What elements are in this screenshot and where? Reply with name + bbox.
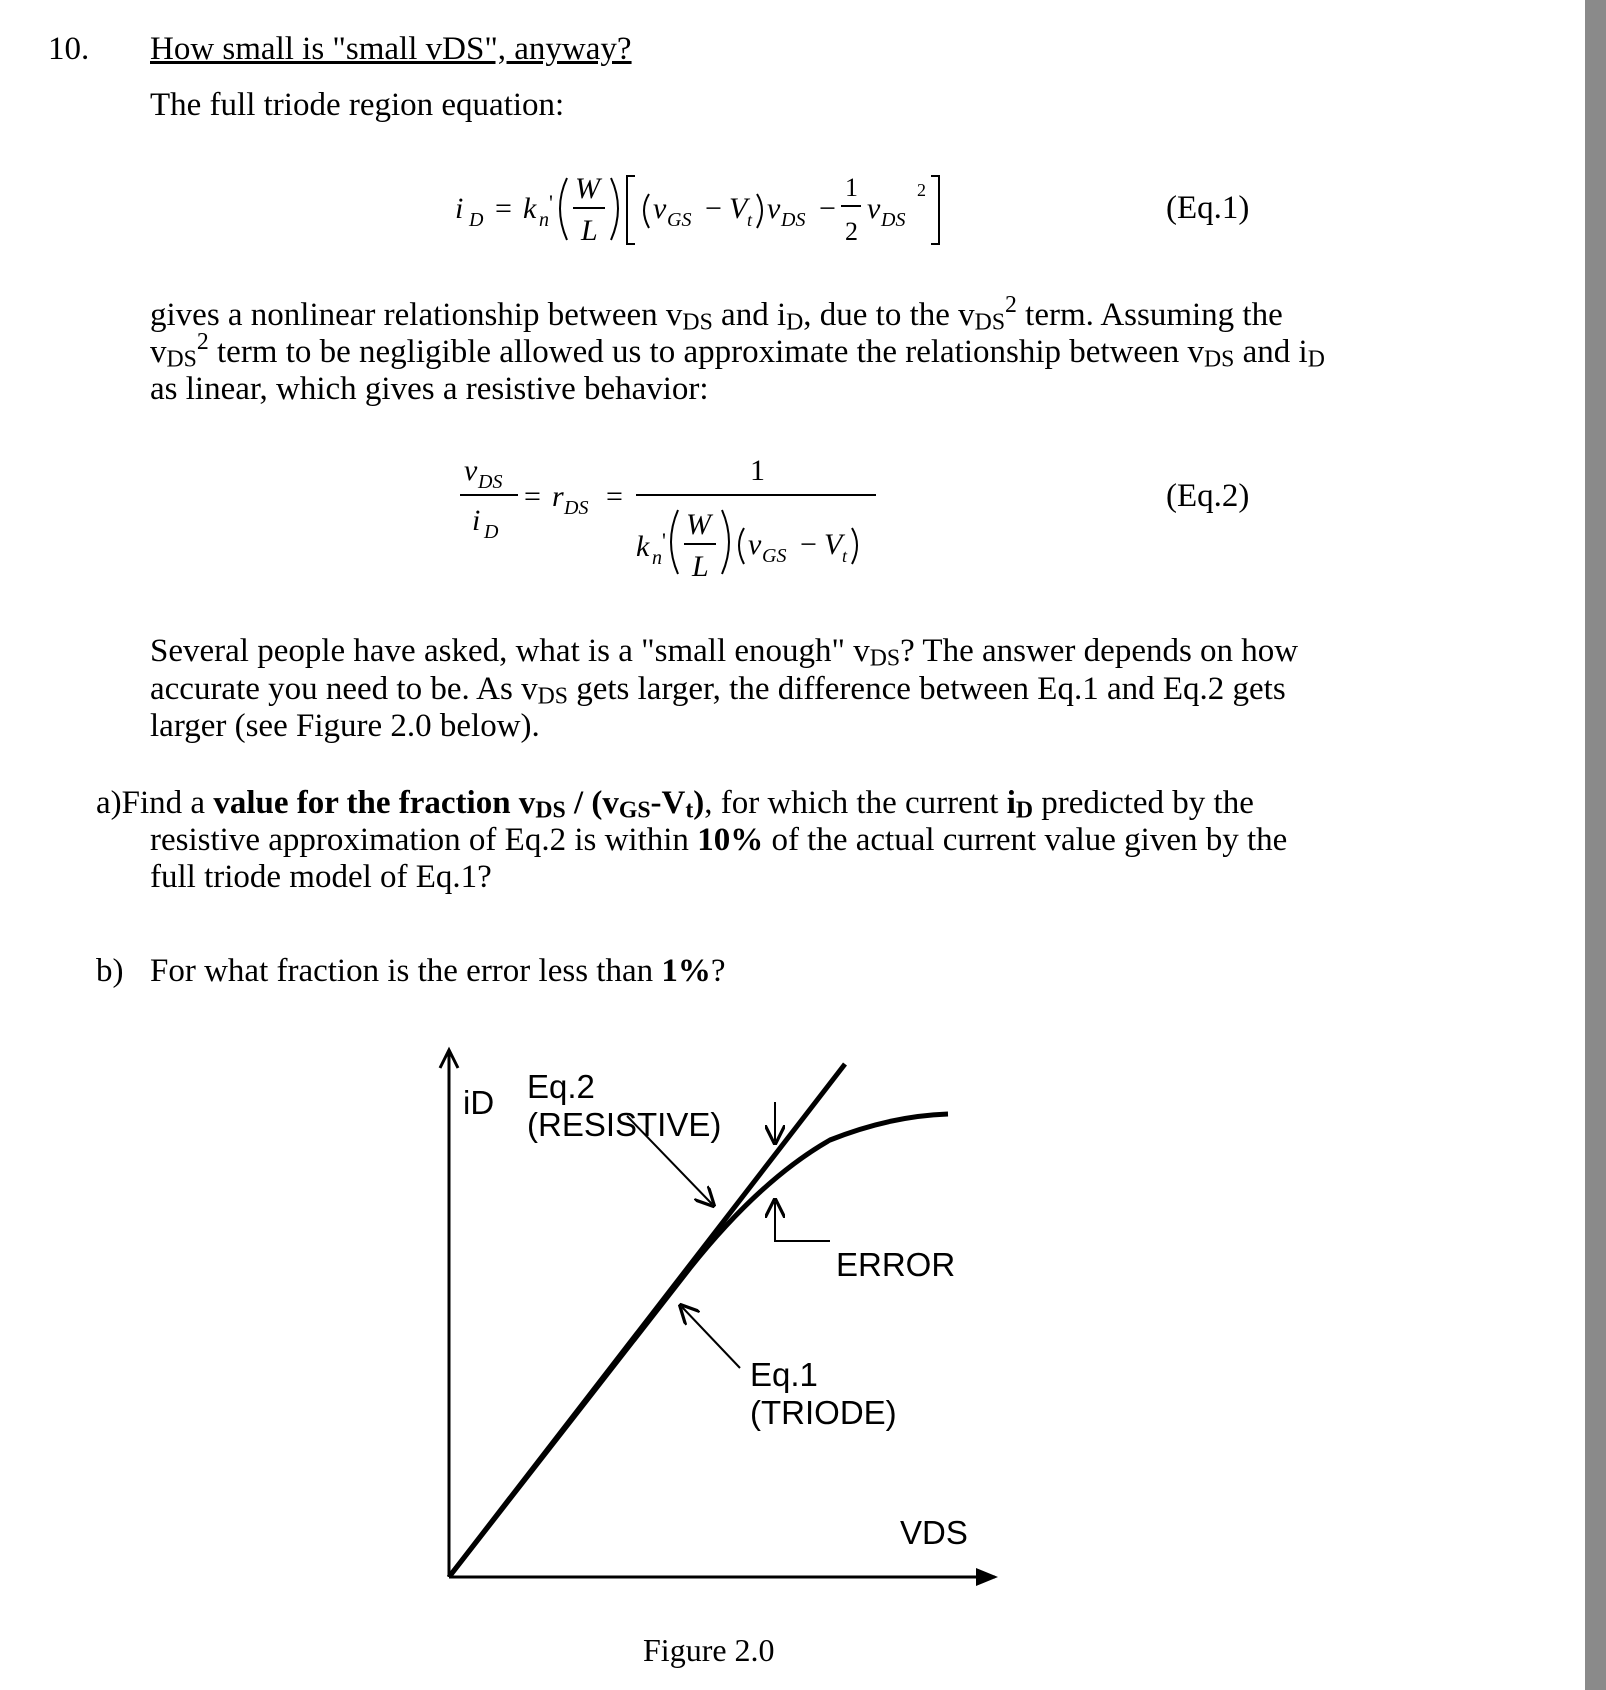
error-bottom-arrow	[775, 1202, 830, 1241]
svg-text:1: 1	[750, 454, 765, 487]
svg-text:i: i	[472, 504, 481, 537]
svg-text:GS: GS	[667, 209, 692, 231]
paragraph-1-line-2	[150, 328, 1325, 373]
svg-text:V: V	[824, 528, 843, 561]
svg-text:2: 2	[917, 180, 926, 200]
question-a-line-3: full triode model of Eq.1?	[150, 859, 492, 895]
svg-text:v: v	[867, 192, 881, 225]
sub-ds: DS	[537, 683, 568, 710]
problem-title	[150, 30, 632, 68]
paragraph-2-line-2	[150, 670, 1286, 708]
qa-bold-c: -V	[650, 785, 686, 821]
svg-text:v: v	[748, 528, 762, 561]
paragraph-1-line-1	[150, 291, 1283, 336]
svg-text:GS: GS	[762, 545, 787, 567]
error-label: ERROR	[836, 1246, 956, 1283]
sup-2: 2	[1005, 291, 1017, 318]
svg-text:L: L	[581, 214, 598, 247]
p2-text-b: ? The answer depends on how	[900, 633, 1299, 669]
svg-text:−: −	[705, 192, 722, 225]
x-axis-label: VDS	[900, 1514, 968, 1551]
svg-text:V: V	[729, 192, 748, 225]
p1-text-f: term to be negligible allowed us to approximate the relationship between v	[208, 334, 1204, 370]
paragraph-2-line-3: larger (see Figure 2.0 below).	[150, 708, 540, 744]
svg-text:D: D	[484, 521, 499, 543]
qa-bold-a: value for the fraction v	[213, 785, 536, 821]
eq1-pointer	[682, 1307, 740, 1368]
question-a-line-2	[150, 821, 1287, 859]
question-a-label: a)	[96, 785, 122, 821]
p2-text-a: Several people have asked, what is a "small enough" v	[150, 633, 870, 669]
p1-text-c: , due to the v	[803, 297, 975, 333]
paragraph-2-line-1	[150, 632, 1298, 670]
eq2-label: (Eq.2)	[1166, 478, 1250, 514]
question-a-line-1	[96, 784, 1254, 822]
svg-text:L: L	[692, 550, 709, 583]
qb-end: ?	[710, 953, 726, 989]
svg-text:v: v	[653, 192, 667, 225]
sub-d: D	[1015, 797, 1034, 824]
qa-text-c: predicted by the	[1033, 785, 1254, 821]
svg-text:t: t	[842, 546, 848, 566]
svg-text:k: k	[636, 530, 650, 563]
svg-text:n: n	[652, 547, 662, 569]
equation-2	[460, 450, 900, 585]
qa-text-a: Find a	[121, 785, 214, 821]
p1-text-a: gives a nonlinear relationship between v	[150, 297, 683, 333]
qa-bold-10: 10%	[697, 822, 764, 858]
eq1-triode-curve	[449, 1114, 948, 1577]
x-axis-arrow	[976, 1568, 998, 1586]
svg-text:DS: DS	[881, 209, 906, 231]
figure-caption: Figure 2.0	[643, 1632, 775, 1668]
question-b	[96, 952, 726, 990]
sub-t: t	[685, 797, 694, 824]
sub-ds: DS	[869, 645, 901, 672]
svg-text:W: W	[686, 508, 711, 541]
svg-text:t: t	[747, 210, 753, 230]
sub-d: D	[786, 309, 804, 336]
svg-text:': '	[662, 528, 666, 553]
sub-ds: DS	[682, 309, 713, 336]
scrollbar[interactable]	[1585, 0, 1606, 1690]
question-b-label: b)	[96, 953, 124, 989]
equation-1	[455, 160, 1015, 265]
eq1-label: (Eq.1)	[1166, 190, 1250, 226]
sub-gs: GS	[618, 797, 651, 824]
svg-text:DS: DS	[478, 471, 503, 493]
eq2-label-line-1: Eq.2	[527, 1068, 595, 1105]
sub-ds: DS	[166, 346, 197, 373]
p2-text-c: accurate you need to be. As v	[150, 671, 538, 707]
svg-text:=: =	[606, 480, 623, 513]
svg-text:−: −	[800, 528, 817, 561]
sub-ds: DS	[1203, 346, 1235, 373]
qa-bold-b: / (v	[565, 785, 619, 821]
svg-text:−: −	[819, 192, 836, 225]
sub-ds: DS	[974, 309, 1006, 336]
qa-text-d: resistive approximation of Eq.2 is within	[150, 822, 698, 858]
y-axis-label: iD	[463, 1084, 495, 1121]
svg-text:=: =	[524, 480, 541, 513]
svg-text:=: =	[495, 192, 512, 225]
qa-text-b: , for which the current	[704, 785, 1007, 821]
svg-text:2: 2	[845, 217, 858, 246]
qb-bold: 1%	[661, 953, 711, 989]
eq1-label-line-1: Eq.1	[750, 1356, 818, 1393]
svg-text:D: D	[469, 209, 484, 231]
qb-text: For what fraction is the error less than	[150, 953, 662, 989]
eq1-label-line-2: (TRIODE)	[750, 1394, 897, 1431]
sup-2: 2	[196, 328, 209, 355]
intro-text: The full triode region equation:	[150, 87, 565, 123]
svg-text:v: v	[464, 454, 478, 487]
problem-number: 10.	[48, 31, 90, 67]
svg-text:': '	[549, 190, 553, 215]
p1-text-d: term. Assuming the	[1016, 297, 1283, 333]
svg-text:v: v	[767, 192, 781, 225]
svg-text:n: n	[539, 209, 549, 231]
p1-text-b: and i	[712, 297, 787, 333]
eq2-label-line-2: (RESISTIVE)	[527, 1106, 722, 1143]
qa-text-e: of the actual current value given by the	[763, 822, 1288, 858]
p1-text-e: v	[150, 334, 167, 370]
svg-text:DS: DS	[781, 209, 806, 231]
svg-text:W: W	[575, 172, 600, 205]
svg-text:r: r	[552, 480, 564, 513]
sub-ds: DS	[535, 797, 566, 824]
svg-text:i: i	[455, 192, 464, 225]
svg-text:DS: DS	[564, 497, 589, 519]
p2-text-d: gets larger, the difference between Eq.1 and Eq.2 gets	[567, 671, 1286, 707]
title-text: How small is "small vDS", anyway?	[150, 31, 632, 67]
paragraph-1-line-3: as linear, which gives a resistive behavior:	[150, 371, 709, 407]
qa-bold-d: )	[693, 785, 705, 821]
qa-bold-id: i	[1006, 785, 1016, 821]
sub-d: D	[1307, 346, 1325, 373]
figure-2-0	[420, 1040, 1020, 1600]
svg-text:1: 1	[845, 173, 858, 202]
p1-text-g: and i	[1234, 334, 1308, 370]
svg-text:k: k	[523, 192, 537, 225]
